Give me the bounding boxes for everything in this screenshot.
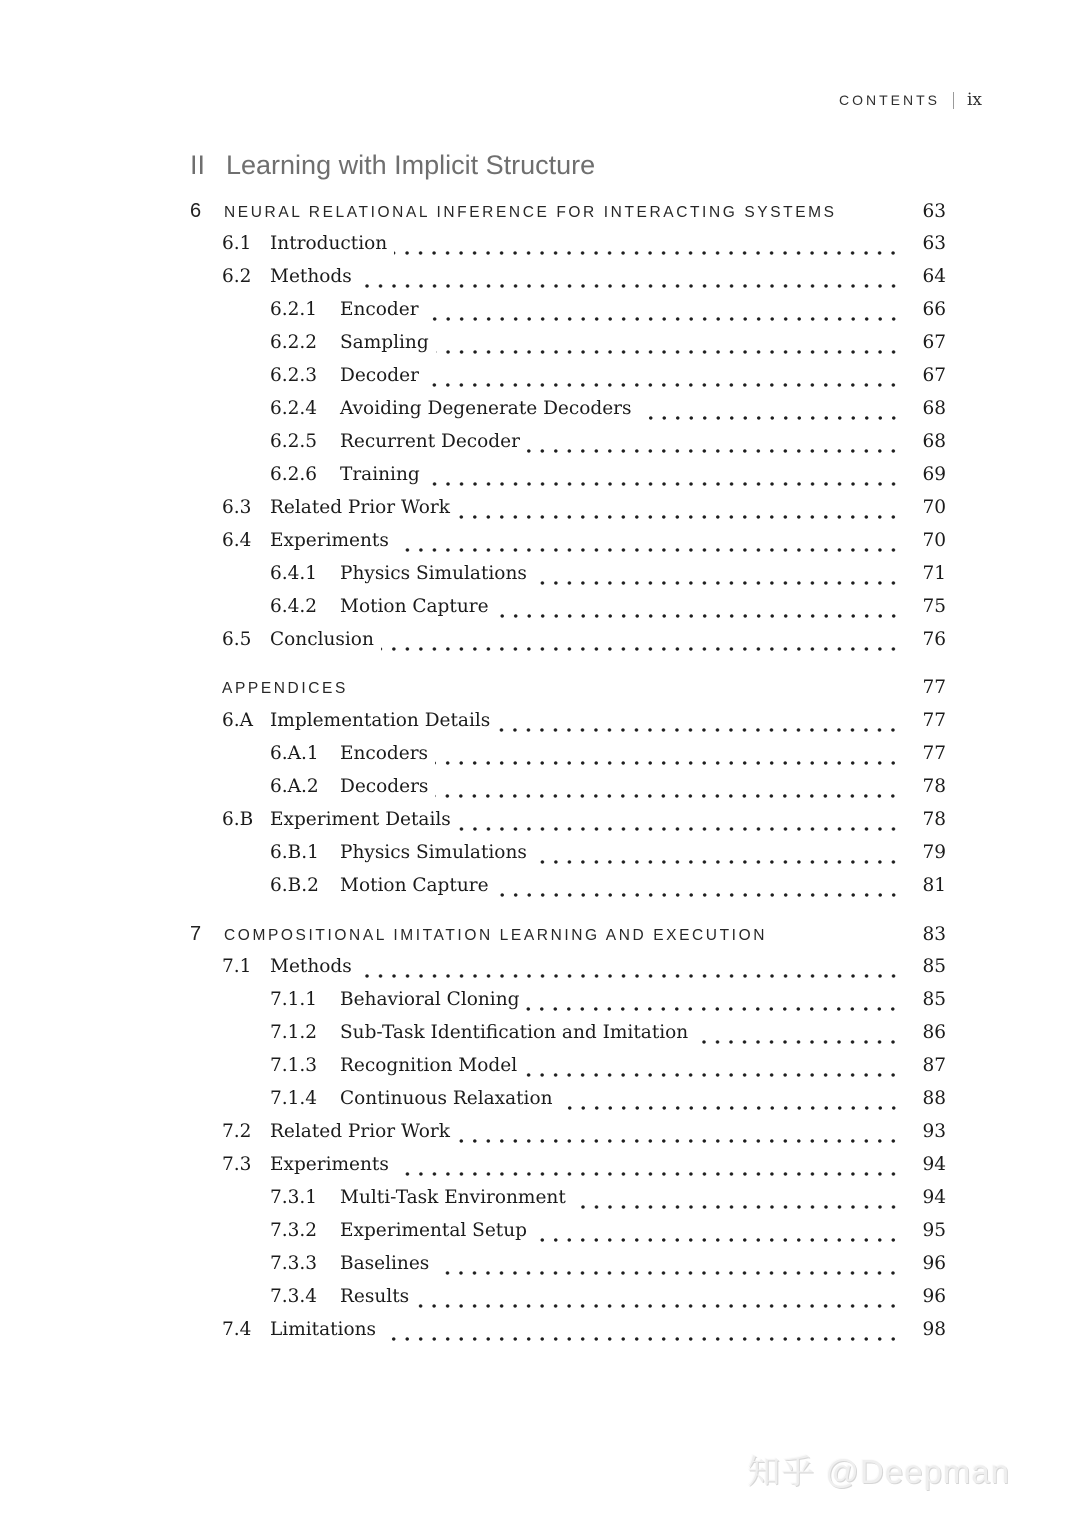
toc-entry bbox=[190, 299, 946, 332]
toc-entry-title: Multi-Task Environment bbox=[340, 1187, 566, 1208]
toc-entry-page: 94 bbox=[922, 1154, 946, 1175]
toc-entry bbox=[190, 956, 946, 989]
toc-entry-page: 67 bbox=[922, 332, 946, 353]
toc-entry-page: 75 bbox=[922, 596, 946, 617]
toc-entry-page: 96 bbox=[922, 1286, 946, 1307]
part-number: II bbox=[190, 150, 206, 180]
toc-entry-page: 71 bbox=[922, 563, 946, 584]
toc-dot-leader bbox=[435, 743, 900, 776]
toc-entry-page: 98 bbox=[922, 1319, 946, 1340]
toc-entry bbox=[190, 1022, 946, 1055]
toc-entry bbox=[190, 266, 946, 299]
toc-dot-leader bbox=[524, 1055, 900, 1088]
toc-entry-title: APPENDICES bbox=[222, 680, 348, 697]
toc-entry-title: Conclusion bbox=[270, 629, 374, 650]
toc-entry bbox=[190, 743, 946, 776]
toc-entry-number: 7.1 bbox=[222, 956, 252, 977]
toc-entry-page: 67 bbox=[922, 365, 946, 386]
toc-dot-leader bbox=[457, 497, 900, 530]
toc-entry-number: 6.4 bbox=[222, 530, 252, 551]
toc-entry-title: COMPOSITIONAL IMITATION LEARNING AND EXECUTION bbox=[224, 927, 768, 944]
toc-entry bbox=[190, 875, 946, 908]
toc-entry-title: Experiments bbox=[270, 530, 389, 551]
toc-entry-page: 81 bbox=[922, 875, 946, 896]
toc-entry bbox=[190, 497, 946, 530]
toc-dot-leader bbox=[534, 842, 900, 875]
toc-entry bbox=[190, 776, 946, 809]
toc-content bbox=[190, 150, 946, 1352]
toc-dot-leader bbox=[359, 956, 900, 989]
toc-entry-number: 6.3 bbox=[222, 497, 252, 518]
toc-entry bbox=[190, 398, 946, 431]
toc-entry bbox=[190, 365, 946, 398]
toc-entry-title: Introduction bbox=[270, 233, 388, 254]
toc-entry-page: 77 bbox=[922, 743, 946, 764]
toc-entry-number: 7 bbox=[190, 923, 202, 945]
toc-entry-page: 86 bbox=[922, 1022, 946, 1043]
toc-entry-page: 83 bbox=[922, 924, 946, 945]
toc-entry-title: Avoiding Degenerate Decoders bbox=[340, 398, 632, 419]
toc-entry bbox=[190, 629, 946, 662]
toc-dot-leader bbox=[416, 1286, 900, 1319]
toc-entry bbox=[190, 1286, 946, 1319]
toc-entry-title: Experiments bbox=[270, 1154, 389, 1175]
toc-entry-page: 94 bbox=[922, 1187, 946, 1208]
toc-dot-leader bbox=[844, 200, 900, 233]
toc-dot-leader bbox=[427, 464, 900, 497]
toc-entry-number: 6.4.1 bbox=[270, 563, 318, 584]
toc-dot-leader bbox=[355, 677, 900, 710]
toc-entry bbox=[190, 1253, 946, 1286]
toc-entry-title: Related Prior Work bbox=[270, 497, 450, 518]
toc-entry-page: 63 bbox=[922, 233, 946, 254]
toc-entry-page: 88 bbox=[922, 1088, 946, 1109]
toc-entry-title: Continuous Relaxation bbox=[340, 1088, 553, 1109]
toc-entry-number: 7.3.4 bbox=[270, 1286, 318, 1307]
toc-entry-number: 6.2.1 bbox=[270, 299, 318, 320]
toc-dot-leader bbox=[496, 875, 900, 908]
toc-entry-number: 6.A.2 bbox=[270, 776, 319, 797]
toc-entry-page: 76 bbox=[922, 629, 946, 650]
header-page-number: ix bbox=[966, 90, 982, 110]
toc-dot-leader bbox=[534, 1220, 900, 1253]
toc-entry-page: 63 bbox=[922, 201, 946, 222]
toc-entry bbox=[190, 431, 946, 464]
toc-entry-number: 6.2.6 bbox=[270, 464, 318, 485]
toc-dot-leader bbox=[458, 809, 900, 842]
toc-entry-title: Methods bbox=[270, 956, 352, 977]
toc-entry-number: 7.2 bbox=[222, 1121, 252, 1142]
toc-dot-leader bbox=[394, 233, 900, 266]
toc-entry bbox=[190, 233, 946, 266]
toc-entry-title: Baselines bbox=[340, 1253, 430, 1274]
toc-entry bbox=[190, 677, 946, 710]
toc-entry-page: 68 bbox=[922, 431, 946, 452]
toc-entry-page: 77 bbox=[922, 677, 946, 698]
toc-entry-title: Sub-Task Identification and Imitation bbox=[340, 1022, 689, 1043]
toc-entry bbox=[190, 842, 946, 875]
toc-dot-leader bbox=[436, 332, 900, 365]
toc-dot-leader bbox=[426, 365, 900, 398]
toc-entry-number: 6.A bbox=[222, 710, 254, 731]
toc-entry-title: Behavioral Cloning bbox=[340, 989, 520, 1010]
toc-entry-number: 6.1 bbox=[222, 233, 252, 254]
toc-dot-leader bbox=[457, 1121, 900, 1154]
toc-entry-title: Implementation Details bbox=[270, 710, 491, 731]
toc-entry-page: 70 bbox=[922, 497, 946, 518]
toc-entry bbox=[190, 1088, 946, 1121]
toc-entry-page: 70 bbox=[922, 530, 946, 551]
toc-entry bbox=[190, 809, 946, 842]
toc-entry-page: 78 bbox=[922, 776, 946, 797]
toc-entry-page: 85 bbox=[922, 989, 946, 1010]
toc-entry-title: Experiment Details bbox=[270, 809, 451, 830]
toc-entry-number: 6.A.1 bbox=[270, 743, 319, 764]
toc-entry-page: 96 bbox=[922, 1253, 946, 1274]
toc-dot-leader bbox=[639, 398, 901, 431]
toc-entry-page: 87 bbox=[922, 1055, 946, 1076]
toc-entry-number: 7.1.2 bbox=[270, 1022, 318, 1043]
toc-dot-leader bbox=[396, 530, 900, 563]
toc-dot-leader bbox=[534, 563, 900, 596]
toc-entry bbox=[190, 332, 946, 365]
toc-entry-title: Motion Capture bbox=[340, 875, 489, 896]
toc-entry-page: 68 bbox=[922, 398, 946, 419]
toc-entry-number: 6.B.1 bbox=[270, 842, 319, 863]
toc-entry-title: Methods bbox=[270, 266, 352, 287]
header-separator bbox=[953, 92, 954, 109]
toc-entry-title: Sampling bbox=[340, 332, 429, 353]
toc-entry-title: Physics Simulations bbox=[340, 842, 527, 863]
toc-dot-leader bbox=[560, 1088, 900, 1121]
toc-entry-number: 6.2.4 bbox=[270, 398, 318, 419]
toc-entry bbox=[190, 1055, 946, 1088]
toc-entry bbox=[190, 464, 946, 497]
part-heading bbox=[190, 150, 946, 181]
toc-entry-number: 7.1.4 bbox=[270, 1088, 318, 1109]
toc-entry bbox=[190, 1121, 946, 1154]
toc-entry-page: 78 bbox=[922, 809, 946, 830]
toc-entry-page: 93 bbox=[922, 1121, 946, 1142]
toc-dot-leader bbox=[396, 1154, 900, 1187]
watermark: 知乎 @Deepman bbox=[747, 1453, 1010, 1490]
toc-dot-leader bbox=[383, 1319, 900, 1352]
toc-entry-page: 79 bbox=[922, 842, 946, 863]
toc-entry-number: 6.2.5 bbox=[270, 431, 318, 452]
toc-entry-title: Experimental Setup bbox=[340, 1220, 527, 1241]
toc-dot-leader bbox=[435, 776, 900, 809]
toc-entry-number: 7.1.3 bbox=[270, 1055, 318, 1076]
toc-entry bbox=[190, 923, 946, 956]
toc-entry bbox=[190, 989, 946, 1022]
toc-entry-number: 6.5 bbox=[222, 629, 252, 650]
toc-entry-title: Encoder bbox=[340, 299, 419, 320]
toc-entry bbox=[190, 1187, 946, 1220]
toc-entry-title: Recognition Model bbox=[340, 1055, 518, 1076]
toc-entry-title: Decoders bbox=[340, 776, 429, 797]
toc-dot-leader bbox=[497, 710, 900, 743]
part-title: Learning with Implicit Structure bbox=[226, 150, 596, 180]
toc-dot-leader bbox=[496, 596, 900, 629]
toc-dot-leader bbox=[695, 1022, 900, 1055]
toc-entry bbox=[190, 710, 946, 743]
toc-entry-number: 6 bbox=[190, 200, 202, 222]
toc-entry-title: Results bbox=[340, 1286, 410, 1307]
toc-entry-number: 6.2 bbox=[222, 266, 252, 287]
toc-entry-number: 6.2.2 bbox=[270, 332, 318, 353]
toc-entry-title: Motion Capture bbox=[340, 596, 489, 617]
toc-entry-title: Recurrent Decoder bbox=[340, 431, 520, 452]
toc-entry-page: 69 bbox=[922, 464, 946, 485]
toc-entry-page: 95 bbox=[922, 1220, 946, 1241]
toc-entry-number: 7.3.3 bbox=[270, 1253, 318, 1274]
toc-entry-number: 7.3 bbox=[222, 1154, 252, 1175]
toc-entry-title: NEURAL RELATIONAL INFERENCE FOR INTERACTING SYSTEMS bbox=[224, 204, 837, 221]
page-header bbox=[839, 90, 982, 110]
toc-entry bbox=[190, 596, 946, 629]
toc-entry-number: 7.3.1 bbox=[270, 1187, 318, 1208]
toc-entry-title: Physics Simulations bbox=[340, 563, 527, 584]
contents-header-label: CONTENTS bbox=[838, 92, 940, 108]
toc-entry-title: Decoder bbox=[340, 365, 419, 386]
toc-entry-number: 6.B.2 bbox=[270, 875, 319, 896]
toc-entry-page: 66 bbox=[922, 299, 946, 320]
toc-entry-page: 85 bbox=[922, 956, 946, 977]
toc-dot-leader bbox=[573, 1187, 900, 1220]
toc-entry-number: 6.4.2 bbox=[270, 596, 318, 617]
toc-entry-title: Training bbox=[340, 464, 420, 485]
toc-entry-title: Encoders bbox=[340, 743, 429, 764]
toc-dot-leader bbox=[527, 431, 900, 464]
toc-dot-leader bbox=[436, 1253, 900, 1286]
toc-entry bbox=[190, 1319, 946, 1352]
toc-entry-number: 7.1.1 bbox=[270, 989, 318, 1010]
toc-dot-leader bbox=[381, 629, 900, 662]
toc-entry-number: 7.3.2 bbox=[270, 1220, 318, 1241]
toc-entry-number: 6.2.3 bbox=[270, 365, 318, 386]
toc-entry-title: Limitations bbox=[270, 1319, 377, 1340]
toc-dot-leader bbox=[774, 923, 900, 956]
toc-entry-page: 77 bbox=[922, 710, 946, 731]
toc-entry-title: Related Prior Work bbox=[270, 1121, 450, 1142]
toc-entry bbox=[190, 1220, 946, 1253]
toc-dot-leader bbox=[526, 989, 900, 1022]
toc-dot-leader bbox=[359, 266, 900, 299]
toc-list bbox=[190, 200, 946, 1352]
toc-entry bbox=[190, 530, 946, 563]
toc-entry-number: 6.B bbox=[222, 809, 254, 830]
toc-dot-leader bbox=[426, 299, 900, 332]
toc-entry bbox=[190, 1154, 946, 1187]
toc-entry bbox=[190, 200, 946, 233]
toc-entry bbox=[190, 563, 946, 596]
toc-entry-number: 7.4 bbox=[222, 1319, 252, 1340]
toc-entry-page: 64 bbox=[922, 266, 946, 287]
